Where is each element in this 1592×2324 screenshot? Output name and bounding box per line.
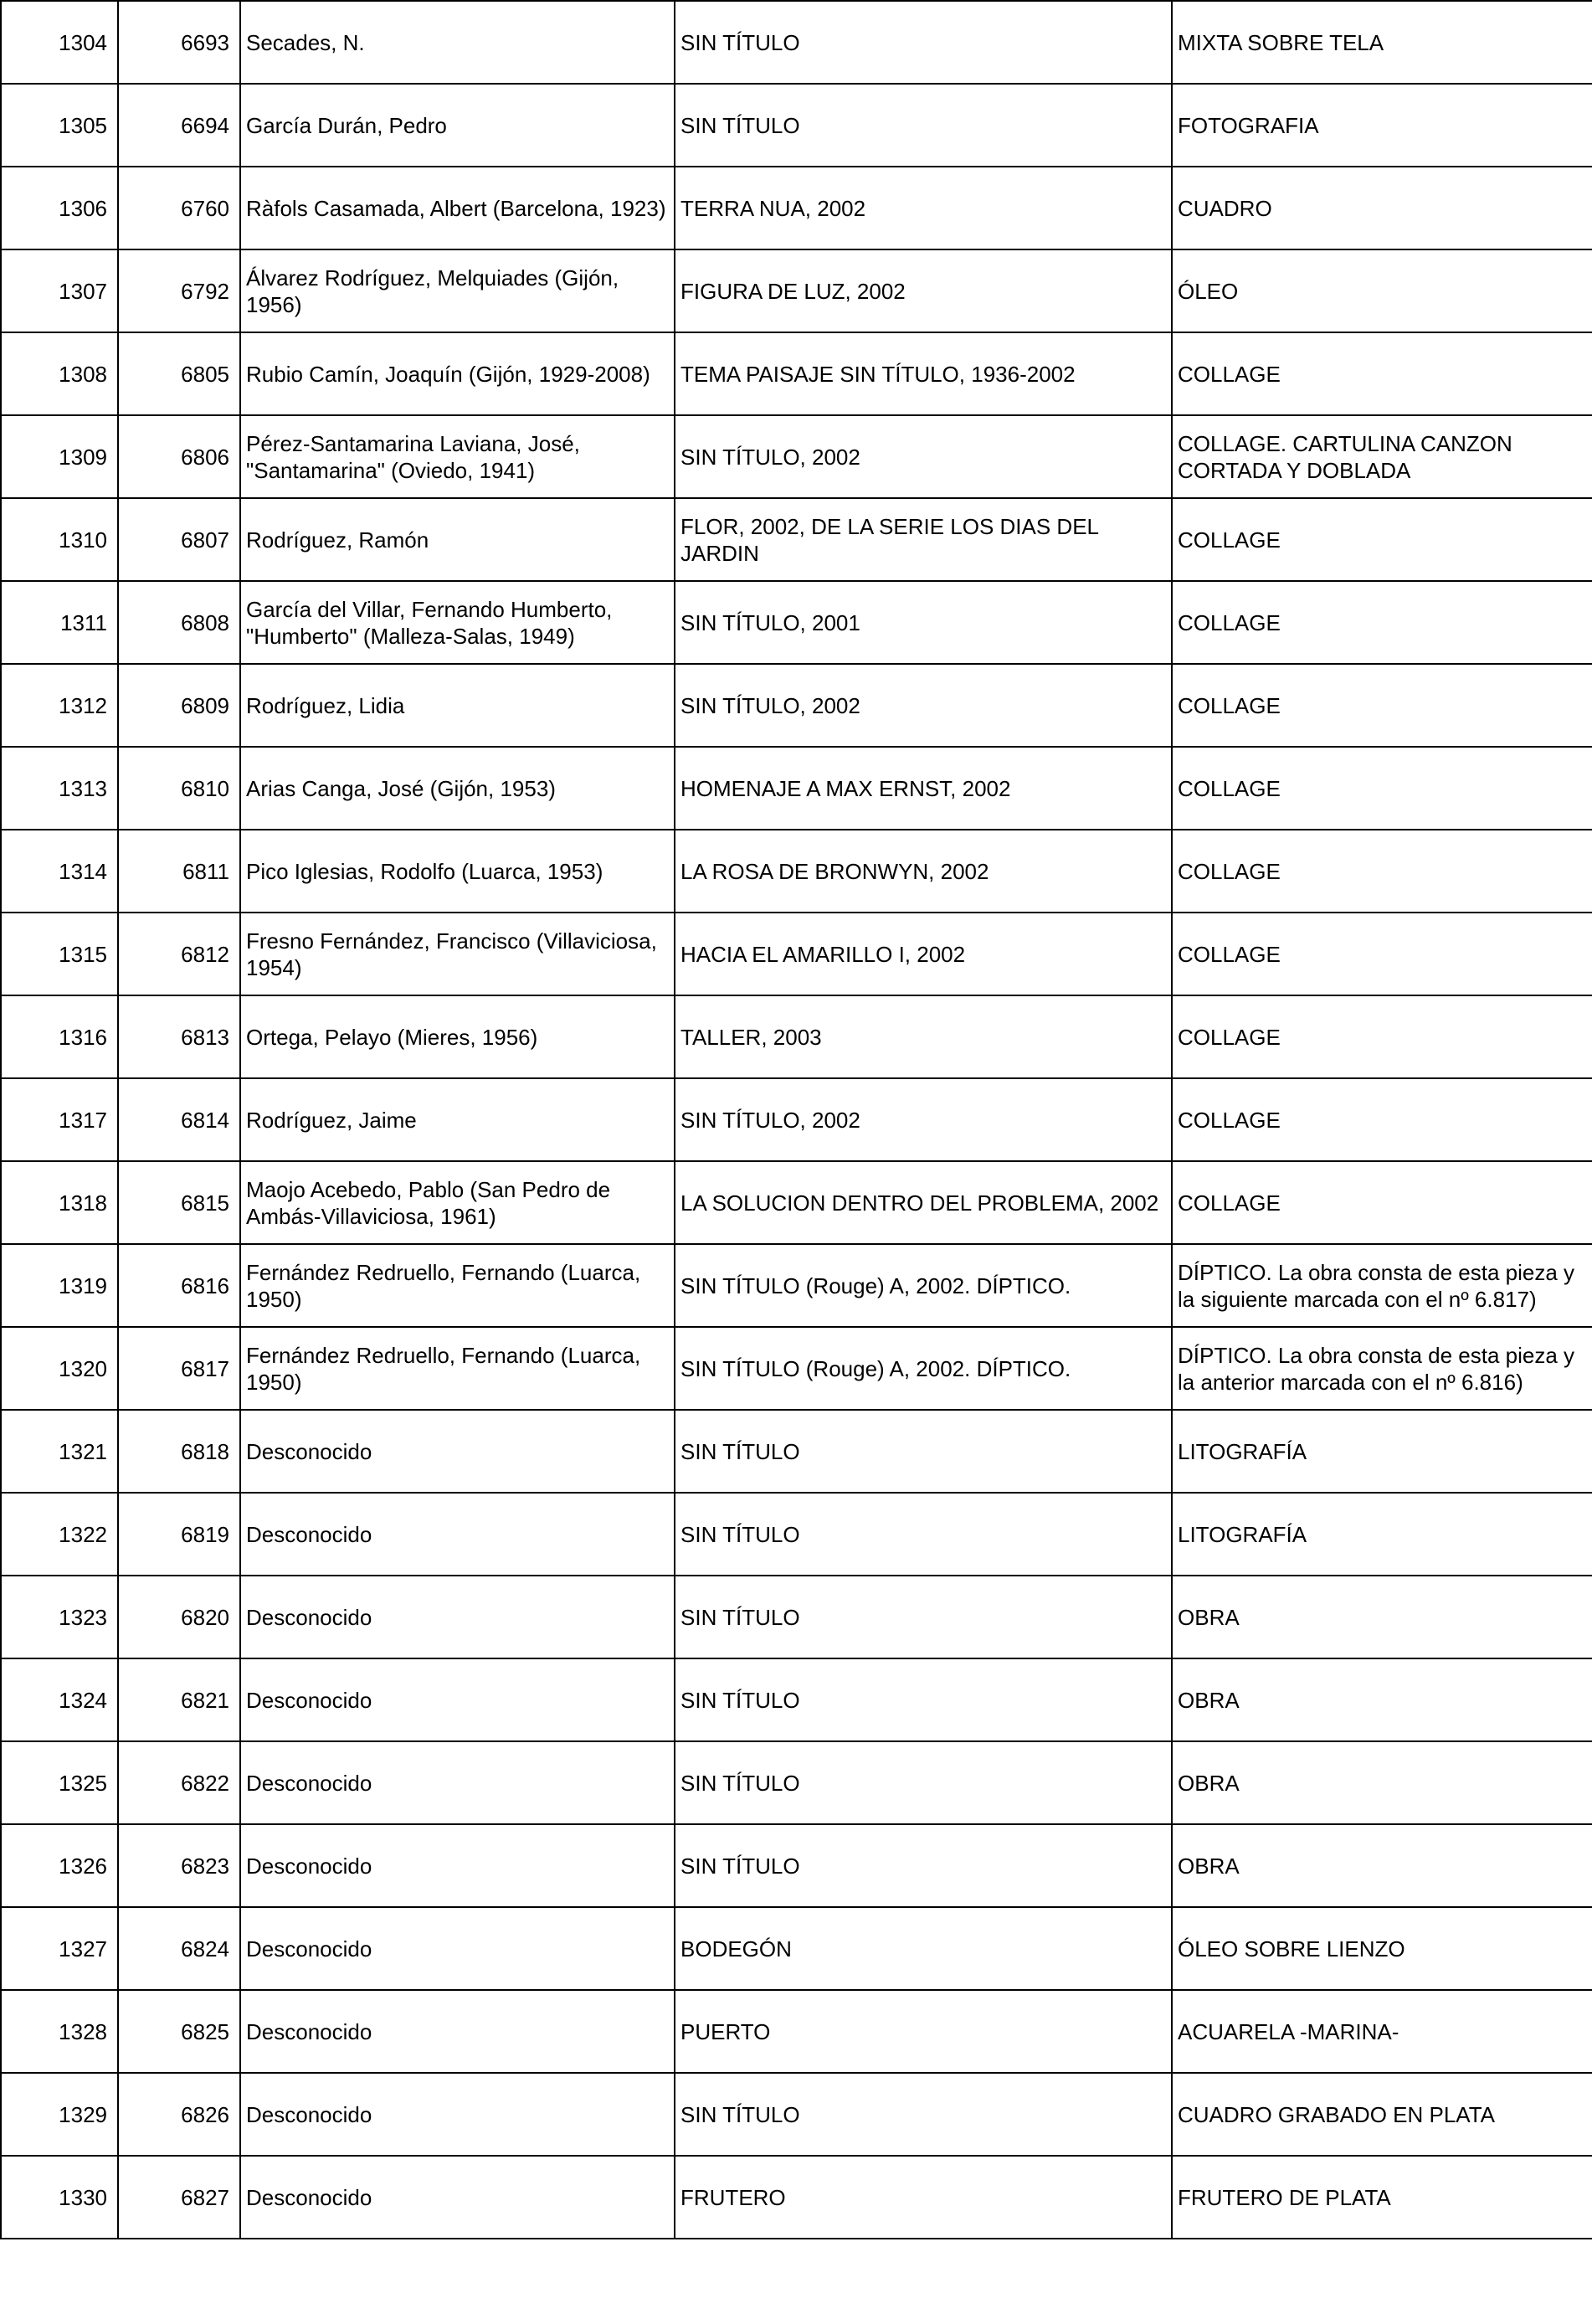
- cell-author: Arias Canga, José (Gijón, 1953): [240, 747, 675, 830]
- inventory-table-body: [1, 1, 1592, 2239]
- table-row: [1, 995, 1592, 1078]
- cell-inventory-number: 6825: [118, 1990, 240, 2073]
- cell-author: Fernández Redruello, Fernando (Luarca, 1950): [240, 1327, 675, 1410]
- cell-author: Pérez-Santamarina Laviana, José, "Santamarina" (Oviedo, 1941): [240, 415, 675, 498]
- table-row: [1, 2073, 1592, 2156]
- table-row: [1, 1741, 1592, 1824]
- cell-row-number: 1326: [1, 1824, 118, 1907]
- cell-title: SIN TÍTULO: [675, 1658, 1172, 1741]
- cell-author: Secades, N.: [240, 1, 675, 84]
- table-row: [1, 332, 1592, 415]
- cell-row-number: 1330: [1, 2156, 118, 2239]
- cell-author: Desconocido: [240, 1658, 675, 1741]
- cell-row-number: 1327: [1, 1907, 118, 1990]
- cell-row-number: 1329: [1, 2073, 118, 2156]
- cell-row-number: 1310: [1, 498, 118, 581]
- cell-row-number: 1322: [1, 1493, 118, 1576]
- cell-row-number: 1312: [1, 664, 118, 747]
- cell-inventory-number: 6815: [118, 1161, 240, 1244]
- cell-technique: LITOGRAFÍA: [1172, 1410, 1592, 1493]
- cell-title: SIN TÍTULO, 2002: [675, 1078, 1172, 1161]
- cell-author: Desconocido: [240, 1741, 675, 1824]
- cell-technique: DÍPTICO. La obra consta de esta pieza y la anterior marcada con el nº 6.816): [1172, 1327, 1592, 1410]
- table-row: [1, 1244, 1592, 1327]
- cell-row-number: 1318: [1, 1161, 118, 1244]
- table-row: [1, 747, 1592, 830]
- cell-technique: FOTOGRAFIA: [1172, 84, 1592, 167]
- cell-author: Ràfols Casamada, Albert (Barcelona, 1923): [240, 167, 675, 249]
- cell-technique: COLLAGE: [1172, 1161, 1592, 1244]
- table-row: [1, 1576, 1592, 1658]
- cell-technique: COLLAGE: [1172, 664, 1592, 747]
- cell-row-number: 1311: [1, 581, 118, 664]
- table-row: [1, 498, 1592, 581]
- cell-title: LA ROSA DE BRONWYN, 2002: [675, 830, 1172, 913]
- cell-author: Desconocido: [240, 1907, 675, 1990]
- cell-row-number: 1313: [1, 747, 118, 830]
- table-row: [1, 664, 1592, 747]
- cell-inventory-number: 6817: [118, 1327, 240, 1410]
- cell-technique: ACUARELA -MARINA-: [1172, 1990, 1592, 2073]
- cell-inventory-number: 6823: [118, 1824, 240, 1907]
- table-row: [1, 1410, 1592, 1493]
- cell-inventory-number: 6824: [118, 1907, 240, 1990]
- cell-technique: FRUTERO DE PLATA: [1172, 2156, 1592, 2239]
- cell-title: FRUTERO: [675, 2156, 1172, 2239]
- cell-author: Fresno Fernández, Francisco (Villaviciosa, 1954): [240, 913, 675, 995]
- table-row: [1, 1824, 1592, 1907]
- table-row: [1, 249, 1592, 332]
- cell-row-number: 1304: [1, 1, 118, 84]
- cell-inventory-number: 6813: [118, 995, 240, 1078]
- table-row: [1, 581, 1592, 664]
- cell-author: Desconocido: [240, 1576, 675, 1658]
- cell-author: Desconocido: [240, 1990, 675, 2073]
- cell-technique: COLLAGE: [1172, 747, 1592, 830]
- cell-row-number: 1317: [1, 1078, 118, 1161]
- cell-row-number: 1305: [1, 84, 118, 167]
- cell-title: SIN TÍTULO (Rouge) A, 2002. DÍPTICO.: [675, 1244, 1172, 1327]
- cell-author: Álvarez Rodríguez, Melquiades (Gijón, 1956): [240, 249, 675, 332]
- cell-technique: COLLAGE: [1172, 498, 1592, 581]
- cell-inventory-number: 6807: [118, 498, 240, 581]
- cell-author: Rodríguez, Lidia: [240, 664, 675, 747]
- cell-title: PUERTO: [675, 1990, 1172, 2073]
- cell-title: SIN TÍTULO: [675, 84, 1172, 167]
- cell-inventory-number: 6822: [118, 1741, 240, 1824]
- cell-title: TALLER, 2003: [675, 995, 1172, 1078]
- cell-technique: OBRA: [1172, 1741, 1592, 1824]
- cell-technique: COLLAGE: [1172, 332, 1592, 415]
- cell-author: Desconocido: [240, 2156, 675, 2239]
- cell-title: BODEGÓN: [675, 1907, 1172, 1990]
- table-row: [1, 1161, 1592, 1244]
- cell-technique: MIXTA SOBRE TELA: [1172, 1, 1592, 84]
- cell-inventory-number: 6818: [118, 1410, 240, 1493]
- cell-author: Fernández Redruello, Fernando (Luarca, 1950): [240, 1244, 675, 1327]
- cell-technique: OBRA: [1172, 1576, 1592, 1658]
- cell-inventory-number: 6694: [118, 84, 240, 167]
- cell-technique: OBRA: [1172, 1824, 1592, 1907]
- table-row: [1, 1990, 1592, 2073]
- cell-inventory-number: 6808: [118, 581, 240, 664]
- table-row: [1, 1907, 1592, 1990]
- cell-author: Rubio Camín, Joaquín (Gijón, 1929-2008): [240, 332, 675, 415]
- cell-title: FIGURA DE LUZ, 2002: [675, 249, 1172, 332]
- cell-row-number: 1325: [1, 1741, 118, 1824]
- cell-inventory-number: 6827: [118, 2156, 240, 2239]
- cell-author: Rodríguez, Ramón: [240, 498, 675, 581]
- cell-technique: COLLAGE. CARTULINA CANZON CORTADA Y DOBLADA: [1172, 415, 1592, 498]
- cell-inventory-number: 6812: [118, 913, 240, 995]
- cell-title: SIN TÍTULO: [675, 1, 1172, 84]
- cell-technique: ÓLEO: [1172, 249, 1592, 332]
- cell-title: FLOR, 2002, DE LA SERIE LOS DIAS DEL JARDIN: [675, 498, 1172, 581]
- cell-row-number: 1323: [1, 1576, 118, 1658]
- cell-technique: CUADRO GRABADO EN PLATA: [1172, 2073, 1592, 2156]
- cell-row-number: 1308: [1, 332, 118, 415]
- cell-author: Desconocido: [240, 1410, 675, 1493]
- cell-title: SIN TÍTULO, 2002: [675, 664, 1172, 747]
- cell-title: SIN TÍTULO, 2002: [675, 415, 1172, 498]
- cell-author: Pico Iglesias, Rodolfo (Luarca, 1953): [240, 830, 675, 913]
- cell-technique: DÍPTICO. La obra consta de esta pieza y la siguiente marcada con el nº 6.817): [1172, 1244, 1592, 1327]
- cell-inventory-number: 6792: [118, 249, 240, 332]
- cell-inventory-number: 6810: [118, 747, 240, 830]
- cell-inventory-number: 6819: [118, 1493, 240, 1576]
- cell-technique: COLLAGE: [1172, 913, 1592, 995]
- table-row: [1, 415, 1592, 498]
- cell-title: HACIA EL AMARILLO I, 2002: [675, 913, 1172, 995]
- cell-author: Desconocido: [240, 2073, 675, 2156]
- cell-author: García del Villar, Fernando Humberto, "Humberto" (Malleza-Salas, 1949): [240, 581, 675, 664]
- cell-row-number: 1306: [1, 167, 118, 249]
- cell-inventory-number: 6760: [118, 167, 240, 249]
- cell-title: HOMENAJE A MAX ERNST, 2002: [675, 747, 1172, 830]
- cell-row-number: 1309: [1, 415, 118, 498]
- cell-inventory-number: 6806: [118, 415, 240, 498]
- cell-row-number: 1321: [1, 1410, 118, 1493]
- cell-author: Rodríguez, Jaime: [240, 1078, 675, 1161]
- cell-row-number: 1328: [1, 1990, 118, 2073]
- cell-title: SIN TÍTULO: [675, 1576, 1172, 1658]
- cell-row-number: 1320: [1, 1327, 118, 1410]
- cell-technique: COLLAGE: [1172, 1078, 1592, 1161]
- table-row: [1, 1327, 1592, 1410]
- table-row: [1, 2156, 1592, 2239]
- cell-author: Maojo Acebedo, Pablo (San Pedro de Ambás-Villaviciosa, 1961): [240, 1161, 675, 1244]
- table-row: [1, 84, 1592, 167]
- cell-inventory-number: 6693: [118, 1, 240, 84]
- cell-technique: COLLAGE: [1172, 830, 1592, 913]
- cell-row-number: 1315: [1, 913, 118, 995]
- cell-title: SIN TÍTULO: [675, 2073, 1172, 2156]
- cell-inventory-number: 6814: [118, 1078, 240, 1161]
- table-row: [1, 1, 1592, 84]
- cell-technique: CUADRO: [1172, 167, 1592, 249]
- cell-title: SIN TÍTULO: [675, 1741, 1172, 1824]
- cell-technique: ÓLEO SOBRE LIENZO: [1172, 1907, 1592, 1990]
- cell-inventory-number: 6821: [118, 1658, 240, 1741]
- cell-technique: COLLAGE: [1172, 581, 1592, 664]
- cell-inventory-number: 6809: [118, 664, 240, 747]
- table-row: [1, 1658, 1592, 1741]
- cell-row-number: 1314: [1, 830, 118, 913]
- cell-technique: LITOGRAFÍA: [1172, 1493, 1592, 1576]
- cell-author: Desconocido: [240, 1493, 675, 1576]
- table-row: [1, 913, 1592, 995]
- cell-author: Ortega, Pelayo (Mieres, 1956): [240, 995, 675, 1078]
- cell-author: Desconocido: [240, 1824, 675, 1907]
- cell-title: SIN TÍTULO, 2001: [675, 581, 1172, 664]
- cell-title: LA SOLUCION DENTRO DEL PROBLEMA, 2002: [675, 1161, 1172, 1244]
- cell-title: TERRA NUA, 2002: [675, 167, 1172, 249]
- cell-title: SIN TÍTULO: [675, 1824, 1172, 1907]
- table-row: [1, 1493, 1592, 1576]
- cell-technique: COLLAGE: [1172, 995, 1592, 1078]
- cell-title: SIN TÍTULO: [675, 1410, 1172, 1493]
- cell-title: SIN TÍTULO: [675, 1493, 1172, 1576]
- cell-inventory-number: 6816: [118, 1244, 240, 1327]
- cell-inventory-number: 6811: [118, 830, 240, 913]
- table-row: [1, 1078, 1592, 1161]
- cell-inventory-number: 6826: [118, 2073, 240, 2156]
- cell-inventory-number: 6820: [118, 1576, 240, 1658]
- cell-row-number: 1319: [1, 1244, 118, 1327]
- cell-title: TEMA PAISAJE SIN TÍTULO, 1936-2002: [675, 332, 1172, 415]
- cell-row-number: 1316: [1, 995, 118, 1078]
- cell-row-number: 1307: [1, 249, 118, 332]
- cell-author: García Durán, Pedro: [240, 84, 675, 167]
- cell-title: SIN TÍTULO (Rouge) A, 2002. DÍPTICO.: [675, 1327, 1172, 1410]
- cell-row-number: 1324: [1, 1658, 118, 1741]
- table-row: [1, 167, 1592, 249]
- cell-technique: OBRA: [1172, 1658, 1592, 1741]
- table-row: [1, 830, 1592, 913]
- cell-inventory-number: 6805: [118, 332, 240, 415]
